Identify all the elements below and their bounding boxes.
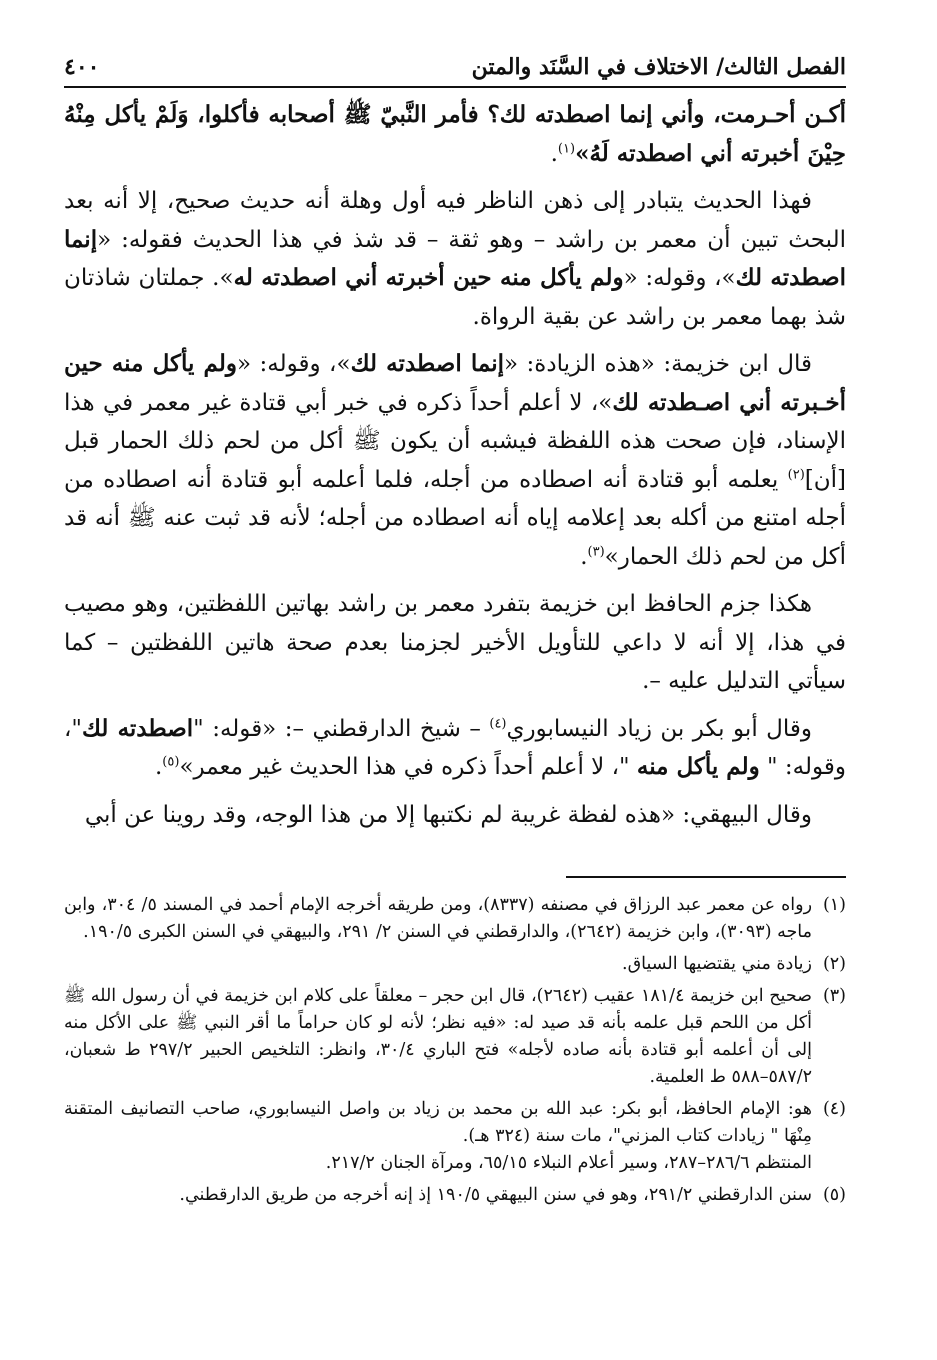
- text-run: "، لا أعلم أحداً ذكره في هذا الحديث غير معمر»: [179, 754, 637, 780]
- footnote-marker: (٥): [822, 1185, 846, 1205]
- text-run: وقال البيهقي: «هذه لفظة غريبة لم نكتبها إلا من هذا الوجه، وقد روينا عن أبي: [84, 801, 812, 828]
- footnote-4: [64, 1096, 846, 1177]
- text-run: »، وقوله: «: [623, 265, 736, 291]
- footnote-1: [64, 892, 846, 946]
- footnote-text: رواه عن معمر عبد الرزاق في مصنفه (٨٣٣٧)، ومن طريقه أخرجه الإمام أحمد في المسند ٥/ ٣٠٤، وابن ماجه (٣٠٩٣)، وابن خزيمة (٢٦٤٢)، والدارقطني في السنن ٢/ ٢٩١، والبيهقي في السنن الكبرى ١٩٠/٥.: [64, 895, 813, 942]
- bold-quote: ولم يأكل منه حين أخـبرته أني اصـطدته لك: [64, 350, 846, 416]
- bold-quote: اصطدته لك: [82, 714, 194, 742]
- hadith-continuation: أكـن أحـرمت، وأني إنما اصطدته لك؟ فأمر النَّبيّ ﷺ أصحابه فأكلوا، وَلَمْ يأكل مِنْهُ حِيْنَ أخبرته أني اصطدته لَهُ»: [64, 101, 846, 167]
- text-run: فهذا الحديث يتبادر إلى ذهن الناظر فيه أول وهلة أنه حديث صحيح، إلا أنه بعد البحث تبين أن معمر بن راشد – وهو ثقة – قد شذ في هذا الحديث فقوله: «: [64, 188, 846, 253]
- footnote-text: سنن الدارقطني ٢٩١/٢، وهو في سنن البيهقي ١٩٠/٥ إذ إنه أخرجه من طريق الدارقطني.: [179, 1185, 812, 1205]
- footnote-ref-3[interactable]: (٣): [587, 543, 605, 559]
- footnote-marker: (١): [822, 895, 846, 915]
- text-run: »، لا أعلم أحداً ذكره في خبر أبي قتادة غير معمر في هذا الإسناد، فإن صحت هذه اللفظة فيشبه أن يكون ﷺ أكل من لحم ذلك الحمار قبل [أن]: [64, 389, 846, 493]
- text-run: »، وقوله: «: [236, 351, 351, 377]
- text-run: هكذا جزم الحافظ ابن خزيمة بتفرد معمر بن راشد بهاتين اللفظتين، وهو مصيب في هذا، إلا أنه لا داعي للتأويل الأخير لجزمنا بعدم صحة هاتين اللفظتين – كما سيأتي التدليل عليه –.: [64, 591, 846, 694]
- footnote-text: صحيح ابن خزيمة ١٨١/٤ عقيب (٢٦٤٢)، قال ابن حجر – معلقاً على كلام ابن خزيمة في أن رسول الله ﷺ أكل من اللحم قبل علمه بأنه قد صيد له: «فيه نظر؛ لأنه لو كان حراماً ما أقر النبي ﷺ على الأكل منه إلى أن أعلمه أبو قتادة بأنه صاده لأجله» فتح الباري ٣٠/٤، وانظر: التلخيص الحبير ٢٩٧/٢ ط شعبان، ٥٨٧/٢–٥٨٨ ط العلمية.: [64, 986, 812, 1087]
- sentence-end: .: [580, 543, 588, 570]
- running-header: [64, 52, 846, 88]
- page-number: ٤٠٠: [64, 54, 100, 80]
- footnote-ref-5[interactable]: (٥): [162, 754, 180, 770]
- text-run: – شيخ الدارقطني –: «قوله: ": [193, 715, 490, 742]
- footnote-3: [64, 983, 846, 1091]
- paragraph-3: [64, 345, 846, 576]
- text-run: يعلمه أبو قتادة أنه اصطاده من أجله، فلما أعلمه أبو قتادة أنه اصطاده من أجله امتنع من أكله بعد إعلامه إياه أنه اصطاده من أجله؛ لأنه قد ثبت عنه ﷺ أنه قد أكل من لحم ذلك الحمار»: [64, 466, 846, 570]
- footnotes: [64, 892, 846, 1209]
- paragraph-1: [64, 96, 846, 173]
- bold-quote: ولم يأكل منه: [636, 753, 760, 780]
- bold-quote: إنما اصطدته لك: [64, 225, 847, 291]
- paragraph-4: [64, 585, 846, 701]
- text-run: ». جملتان شاذتان شذ بهما معمر بن راشد عن بقية الرواة.: [64, 265, 846, 330]
- footnote-5: [64, 1182, 846, 1209]
- main-text: [64, 96, 846, 834]
- chapter-title: الفصل الثالث/ الاختلاف في السَّنَد والمتن: [471, 54, 846, 80]
- footnote-ref-4[interactable]: (٤): [489, 715, 507, 731]
- paragraph-2: [64, 182, 846, 336]
- footnote-ref-1[interactable]: (١): [557, 140, 576, 156]
- footnote-marker: (٢): [822, 954, 846, 974]
- book-page: [64, 52, 846, 1214]
- text-run: "، وقوله: ": [64, 715, 846, 780]
- bold-quote: إنما اصطدته لك: [350, 350, 504, 377]
- bold-quote: ولم يأكل منه حين أخبرته أني اصطدته له: [233, 264, 624, 291]
- footnote-2: [64, 951, 846, 978]
- footnote-marker: (٤): [822, 1099, 846, 1119]
- footnote-text: زيادة مني يقتضيها السياق.: [622, 954, 812, 974]
- footnote-sources: المنتظم ٢٨٦/٦–٢٨٧، وسير أعلام النبلاء ٦٥/١٥، ومرآة الجنان ٢١٧/٢.: [325, 1153, 812, 1173]
- text-run: وقال أبو بكر بن زياد النيسابوري: [506, 715, 812, 742]
- footnote-text: هو: الإمام الحافظ، أبو بكر: عبد الله بن محمد بن زياد بن واصل النيسابوري، صاحب التصانيف المتقنة مِنْهَا " زيادات كتاب المزني"، مات سنة (٣٢٤ هـ).: [64, 1099, 812, 1146]
- sentence-end: .: [550, 140, 558, 167]
- footnote-marker: (٣): [822, 986, 846, 1006]
- paragraph-6: [64, 796, 846, 835]
- sentence-end: .: [154, 754, 163, 780]
- text-run: قال ابن خزيمة: «هذه الزيادة: «: [503, 351, 812, 377]
- paragraph-5: [64, 710, 846, 787]
- footnote-separator: [566, 876, 846, 878]
- footnote-ref-2[interactable]: (٢): [787, 466, 805, 482]
- footnote-text-block: [64, 1096, 812, 1177]
